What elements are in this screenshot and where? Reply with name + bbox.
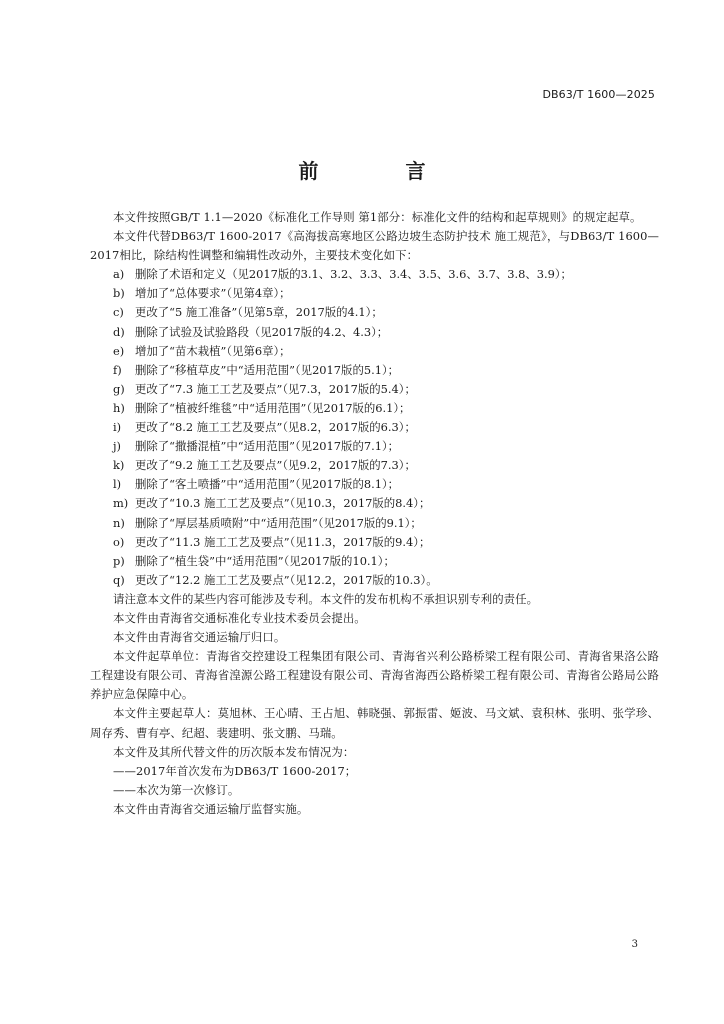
list-item-text: 更改了“12.2 施工工艺及要点”（见12.2，2017版的10.3）。	[135, 572, 438, 587]
list-item-letter: k)	[113, 458, 125, 473]
list-item-text: 更改了“9.2 施工工艺及要点”（见9.2，2017版的7.3）；	[135, 458, 416, 473]
document-body	[90, 208, 659, 819]
list-item-text: 删除了“客土喷播”中“适用范围”（见2017版的8.1）；	[135, 477, 400, 492]
list-item-letter: d)	[113, 324, 125, 339]
list-item	[90, 380, 659, 399]
list-item-letter: j)	[113, 439, 121, 454]
list-item-text: 删除了术语和定义（见2017版的3.1、3.2、3.3、3.4、3.5、3.6、3.7、3.8、3.9）；	[135, 267, 572, 282]
list-item-text: 更改了“10.3 施工工艺及要点”（见10.3，2017版的8.4）；	[135, 496, 431, 511]
list-item-letter: g)	[113, 381, 125, 396]
list-item	[90, 284, 659, 303]
list-item-letter: e)	[113, 343, 125, 358]
paragraph-replacement: 本文件代替DB63/T 1600-2017《高海拔高寒地区公路边坡生态防护技术 施工规范》，与DB63/T 1600—2017相比，除结构性调整和编辑性改动外，主要技术变化如下：	[90, 229, 659, 263]
list-item-letter: l)	[113, 477, 122, 492]
list-item-letter: f)	[113, 362, 122, 377]
paragraph-drafting-units: 本文件起草单位：青海省交控建设工程集团有限公司、青海省兴利公路桥梁工程有限公司、青海省果洛公路工程建设有限公司、青海省湟源公路工程建设有限公司、青海省海西公路桥梁工程有限公司、青海省公路局公路养护应急保障中心。	[90, 649, 659, 702]
list-item	[90, 323, 659, 342]
list-item-text: 增加了“总体要求”（见第4章）；	[135, 286, 291, 301]
list-item	[90, 552, 659, 571]
paragraph-drafters: 本文件主要起草人：莫旭林、王心晴、王占旭、韩晓强、郭振雷、姬波、马文斌、袁积林、张明、张学珍、周存秀、曹有亭、纪超、裴建明、张文鹏、马瑞。	[90, 706, 659, 740]
list-item-letter: n)	[113, 515, 125, 530]
list-item-text: 删除了“移植草皮”中“适用范围”（见2017版的5.1）；	[135, 362, 400, 377]
list-item-text: 删除了“植生袋”中“适用范围”（见2017版的10.1）；	[135, 553, 395, 568]
list-item	[90, 418, 659, 437]
list-item	[90, 265, 659, 284]
list-item-text: 删除了“植被纤维毯”中“适用范围”（见2017版的6.1）；	[135, 400, 411, 415]
list-item	[90, 437, 659, 456]
list-item-letter: h)	[113, 400, 125, 415]
list-item	[90, 494, 659, 513]
page-title: 前 言	[298, 159, 466, 183]
list-item	[90, 303, 659, 322]
list-item	[90, 571, 659, 590]
paragraph-proposer: 本文件由青海省交通标准化专业技术委员会提出。	[113, 610, 366, 625]
list-item	[90, 533, 659, 552]
list-item-letter: q)	[113, 572, 125, 587]
list-item	[90, 399, 659, 418]
paragraph-supervisor: 本文件由青海省交通运输厅监督实施。	[113, 801, 309, 816]
paragraph-drafting-basis: 本文件按照GB/T 1.1—2020《标准化工作导则 第1部分：标准化文件的结构和起草规则》的规定起草。	[113, 210, 642, 224]
list-item-letter: a)	[113, 267, 125, 282]
list-item-text: 增加了“苗木栽植”（见第6章）；	[135, 343, 291, 358]
paragraph-version-history-first: ——2017年首次发布为DB63/T 1600-2017；	[113, 763, 357, 778]
list-item-letter: p)	[113, 553, 125, 568]
list-item-text: 删除了“厚层基质喷附”中“适用范围”（见2017版的9.1）；	[135, 515, 422, 530]
paragraph-patent-notice: 请注意本文件的某些内容可能涉及专利。本文件的发布机构不承担识别专利的责任。	[113, 591, 539, 606]
list-item-letter: m)	[113, 496, 129, 511]
list-item	[90, 342, 659, 361]
list-item-text: 更改了“8.2 施工工艺及要点”（见8.2，2017版的6.3）；	[135, 420, 416, 435]
list-item	[90, 514, 659, 533]
list-item-letter: c)	[113, 305, 124, 320]
document-code: DB63/T 1600—2025	[542, 88, 655, 101]
list-item-letter: i)	[113, 420, 122, 435]
list-item	[90, 456, 659, 475]
list-item-text: 更改了“11.3 施工工艺及要点”（见11.3，2017版的9.4）；	[135, 534, 431, 549]
list-item-text: 更改了“5 施工准备”（见第5章，2017版的4.1）；	[135, 305, 383, 320]
list-item-text: 删除了“撒播混植”中“适用范围”（见2017版的7.1）；	[135, 439, 400, 454]
list-item-letter: o)	[113, 534, 125, 549]
paragraph-version-history-current: ——本次为第一次修订。	[113, 782, 240, 797]
list-item-letter: b)	[113, 286, 125, 301]
list-item-text: 更改了“7.3 施工工艺及要点”（见7.3，2017版的5.4）；	[135, 381, 416, 396]
paragraph-version-history-intro: 本文件及其所代替文件的历次版本发布情况为：	[113, 744, 355, 759]
changes-list	[90, 265, 659, 590]
list-item	[90, 361, 659, 380]
paragraph-administrator: 本文件由青海省交通运输厅归口。	[113, 630, 286, 645]
list-item	[90, 475, 659, 494]
page-number: 3	[631, 939, 638, 950]
list-item-text: 删除了试验及试验路段（见2017版的4.2、4.3）；	[135, 324, 389, 339]
